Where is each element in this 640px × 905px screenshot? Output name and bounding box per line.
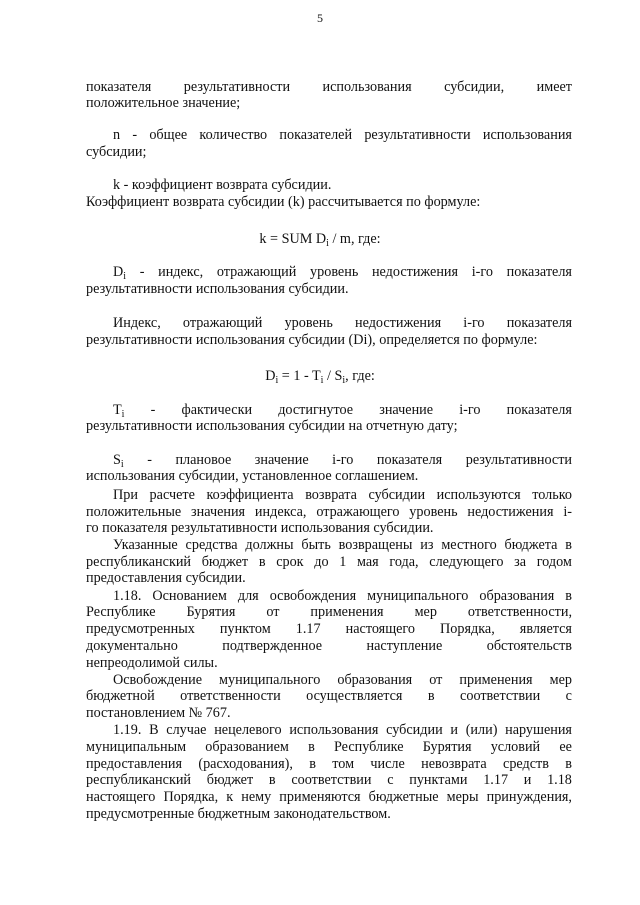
word: субсидии, [444, 79, 505, 95]
word: бюджетной [86, 688, 155, 704]
word: i-го [459, 402, 481, 418]
word: применяются [279, 789, 361, 805]
word: недостижения [355, 315, 442, 331]
p9-line3: предоставления субсидии. [86, 570, 246, 586]
p10-line3 [86, 621, 572, 637]
p7-symbol-letter: S [113, 452, 121, 468]
word: n [113, 127, 121, 143]
word: только [532, 487, 572, 503]
word: i-го [471, 264, 493, 280]
p6-line2: результативности использования субсидии на отчетную дату; [86, 418, 458, 434]
word: является [519, 621, 572, 637]
word: муниципального [367, 588, 469, 604]
word: Бурятия [186, 604, 236, 620]
p10-line4 [86, 638, 572, 654]
p3-line1: k - коэффициент возврата субсидии. [113, 177, 332, 193]
word: показателя [376, 452, 443, 468]
word: Республике [86, 604, 156, 620]
p11-line3: постановлением № 767. [86, 705, 231, 721]
word: соответствии [460, 688, 541, 704]
word: индекс, [158, 264, 204, 280]
p4-symbol [113, 264, 126, 280]
p5-line1 [113, 315, 572, 331]
word: в [565, 756, 572, 772]
word: коэффициента [206, 487, 294, 503]
p6-symbol-sub: i [121, 409, 125, 420]
word: невозврата [421, 756, 487, 772]
word: республиканский [86, 554, 192, 570]
word: в [565, 588, 572, 604]
word: с [565, 688, 572, 704]
word: из [420, 537, 434, 553]
word: общее [149, 127, 188, 143]
word: Освобождение [113, 672, 202, 688]
word: бюджетные [368, 789, 439, 805]
word: средств [503, 756, 549, 772]
word: ответственности [180, 688, 281, 704]
word: подтвержденное [222, 638, 323, 654]
word: использования [289, 722, 379, 738]
word: в [268, 772, 276, 788]
word: достигнутое [278, 402, 354, 418]
word: положительные [86, 504, 182, 520]
word: возвращены [338, 537, 413, 553]
word: количество [199, 127, 268, 143]
word: обстоятельств [486, 638, 572, 654]
word: бюджета [504, 537, 558, 553]
word: применения [459, 672, 533, 688]
formula-k-part2: / m, где: [328, 231, 381, 247]
word: нему [241, 789, 272, 805]
word: в [258, 554, 266, 570]
word: меры [446, 789, 479, 805]
p12-line3 [86, 756, 572, 772]
word: в [427, 688, 435, 704]
p11-line2 [86, 688, 572, 704]
formula-k-part1: k = SUM D [259, 231, 327, 247]
p9-line2 [86, 554, 572, 570]
word: Указанные [113, 537, 178, 553]
word: субсидии [368, 487, 426, 503]
p7-line1 [113, 452, 572, 468]
word: в [308, 739, 315, 755]
p1-line2: положительное значение; [86, 95, 241, 111]
word: показателя [506, 264, 572, 280]
word: и [523, 772, 532, 788]
formula-k-sub: i [326, 238, 329, 249]
word: Бурятия [422, 739, 472, 755]
p12-line1 [113, 722, 572, 738]
word: i- [563, 504, 572, 520]
p8-line3: го показателя результативности использования субсидии. [86, 520, 434, 536]
p8-line1 [113, 487, 572, 503]
word: отражающего [316, 504, 400, 520]
word: 1.18 [547, 772, 572, 788]
p4-symbol-sub: i [123, 271, 127, 282]
word: мер [414, 604, 437, 620]
word: случае [166, 722, 207, 738]
word: отражающий [216, 264, 297, 280]
word: к [226, 789, 234, 805]
word: плановое [175, 452, 232, 468]
word: использования [482, 127, 572, 143]
word: (расходования), [198, 756, 293, 772]
word: показателя [506, 402, 572, 418]
word: от [266, 604, 280, 620]
word: 1.17 [295, 621, 321, 637]
word: нарушения [505, 722, 572, 738]
word: в [309, 756, 316, 772]
word: субсидии [386, 722, 443, 738]
word: осуществляется [306, 688, 403, 704]
word: республиканский [86, 772, 192, 788]
word: значения [191, 504, 246, 520]
word: В [149, 722, 159, 738]
word: местного [441, 537, 497, 553]
word: Индекс, [113, 315, 161, 331]
word: предоставления [86, 756, 183, 772]
p5-line2: результативности использования субсидии (Di), определяется по формуле: [86, 332, 538, 348]
word: образования [479, 588, 555, 604]
word: Республике [333, 739, 404, 755]
word: применения [310, 604, 384, 620]
word: ее [559, 739, 572, 755]
word: - [132, 127, 138, 143]
p2-line2: субсидии; [86, 144, 147, 160]
p3-line2: Коэффициент возврата субсидии (k) рассчитывается по формуле: [86, 194, 481, 210]
word: 1.18. [113, 588, 142, 604]
word: - [139, 264, 145, 280]
word: имеет [536, 79, 572, 95]
word: от [429, 672, 443, 688]
p6-line1 [113, 402, 572, 418]
word: показателя [506, 315, 572, 331]
p10-line1 [113, 588, 572, 604]
formula-d-sub1: i [275, 375, 279, 386]
word: (или) [465, 722, 498, 738]
p7-symbol [113, 452, 124, 468]
word: следующего [429, 554, 504, 570]
p4-line1 [113, 264, 572, 280]
word: с [387, 772, 394, 788]
word: 1 [339, 554, 347, 570]
word: ответственности, [467, 604, 572, 620]
word: При [113, 487, 138, 503]
p2-line1 [113, 127, 572, 143]
word: принуждения, [486, 789, 572, 805]
word: пунктом [219, 621, 271, 637]
word: результативности [364, 127, 471, 143]
word: показателей [279, 127, 353, 143]
formula-d [0, 368, 640, 384]
word: бюджет [201, 554, 249, 570]
word: до [314, 554, 329, 570]
word: настоящего [345, 621, 415, 637]
word: условий [490, 739, 541, 755]
p7-line2: использования субсидии, установленное соглашением. [86, 468, 419, 484]
word: недостижения [371, 264, 459, 280]
word: в [565, 537, 572, 553]
word: Порядка, [440, 621, 495, 637]
word: средства [185, 537, 238, 553]
word: использования [322, 79, 412, 95]
word: года, [389, 554, 419, 570]
word: пунктами [409, 772, 468, 788]
word: - [147, 452, 152, 468]
word: индекса, [254, 504, 307, 520]
p4-symbol-letter: D [113, 264, 124, 280]
word: документально [86, 638, 178, 654]
word: предусмотренных [86, 621, 195, 637]
p10-line2 [86, 604, 572, 620]
word: освобождения [269, 588, 357, 604]
word: значение [379, 402, 434, 418]
p6-symbol [113, 402, 124, 418]
word: соответствии [291, 772, 372, 788]
formula-d-part3: / S [323, 368, 343, 384]
p12-line6: предусмотренные бюджетным законодательством. [86, 806, 391, 822]
p12-line2 [86, 739, 572, 755]
word: уровень [284, 315, 333, 331]
formula-d-part4: , где: [345, 368, 375, 384]
word: должны [245, 537, 294, 553]
p10-line5: непреодолимой силы. [86, 655, 218, 671]
word: муниципального [219, 672, 321, 688]
word: числе [370, 756, 405, 772]
formula-k [0, 231, 640, 247]
word: годом [536, 554, 572, 570]
word: i-го [332, 452, 354, 468]
p8-line2 [86, 504, 572, 520]
word: том [332, 756, 355, 772]
p7-symbol-sub: i [120, 459, 124, 470]
formula-d-part1: D [265, 368, 276, 384]
word: и [450, 722, 458, 738]
word: для [237, 588, 259, 604]
word: нецелевого [214, 722, 282, 738]
word: - [150, 402, 156, 418]
word: недостижения [467, 504, 554, 520]
word: i-го [463, 315, 485, 331]
word: быть [301, 537, 331, 553]
word: образованием [205, 739, 289, 755]
p11-line1 [113, 672, 572, 688]
word: за [514, 554, 527, 570]
word: образования [337, 672, 413, 688]
p1-line1 [86, 79, 572, 95]
word: Порядка, [163, 789, 219, 805]
formula-d-sub3: i [342, 375, 346, 386]
word: отражающий [182, 315, 263, 331]
word: муниципальным [86, 739, 187, 755]
word: 1.17 [483, 772, 509, 788]
p12-line4 [86, 772, 572, 788]
page-number: 5 [317, 11, 323, 25]
word: возврата [305, 487, 357, 503]
word: бюджет [206, 772, 254, 788]
word: срок [276, 554, 304, 570]
p6-symbol-letter: T [113, 402, 122, 418]
word: Основанием [152, 588, 227, 604]
word: 1.19. [113, 722, 142, 738]
word: уровень [409, 504, 458, 520]
p12-line5 [86, 789, 572, 805]
word: настоящего [86, 789, 156, 805]
formula-d-part2: = 1 - T [278, 368, 321, 384]
word: фактически [181, 402, 253, 418]
formula-d-sub2: i [320, 375, 324, 386]
word: уровень [310, 264, 359, 280]
word: результативности [465, 452, 572, 468]
word: мая [357, 554, 379, 570]
p9-line1 [113, 537, 572, 553]
word: результативности [183, 79, 291, 95]
p4-line2: результативности использования субсидии. [86, 281, 349, 297]
word: используются [436, 487, 521, 503]
word: расчете [149, 487, 195, 503]
word: мер [549, 672, 572, 688]
word: наступление [366, 638, 443, 654]
word: показателя [86, 79, 152, 95]
word: значение [254, 452, 309, 468]
